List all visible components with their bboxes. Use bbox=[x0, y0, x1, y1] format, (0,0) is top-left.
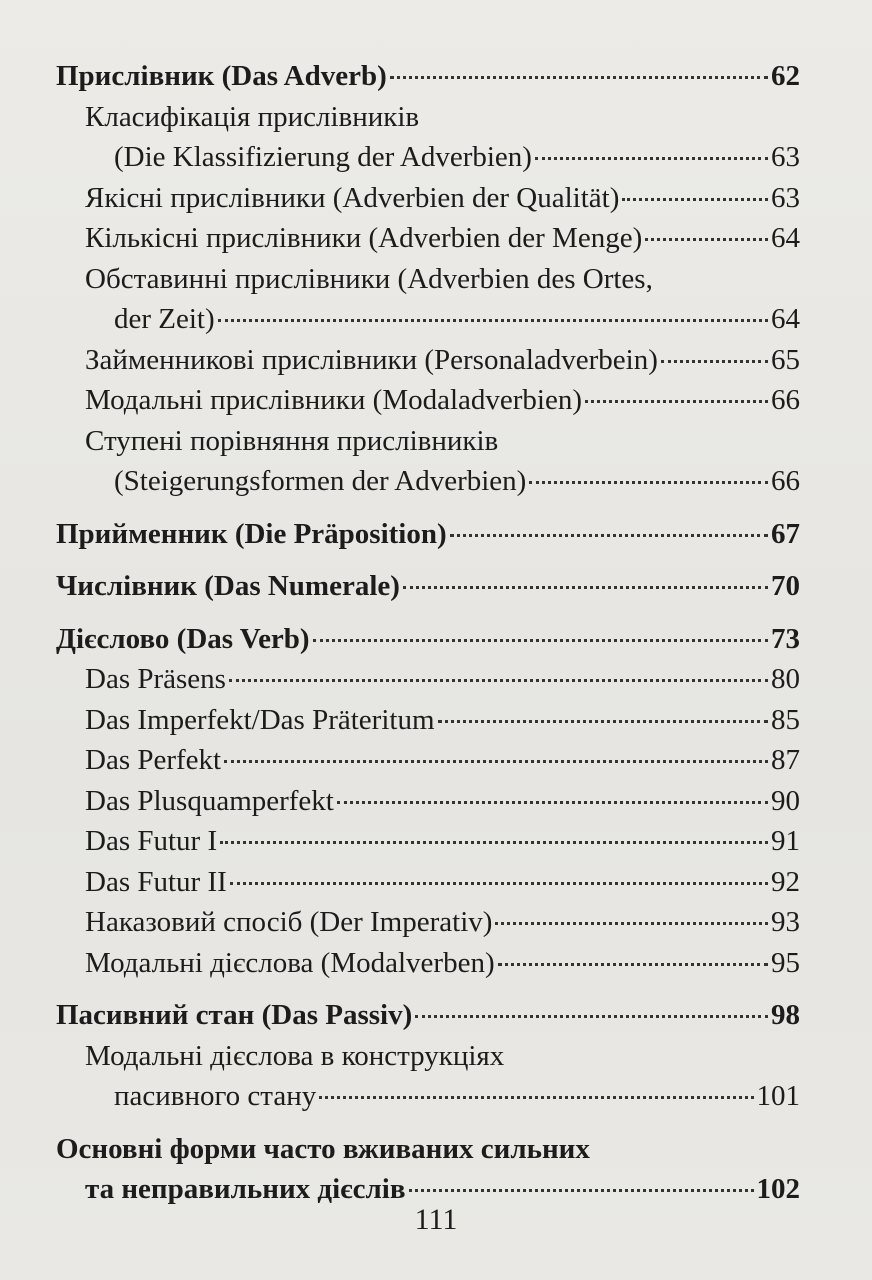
toc-subentry-quality[interactable] bbox=[56, 178, 800, 219]
toc-subentry-futur-2[interactable] bbox=[56, 862, 800, 903]
toc-page-number: 92 bbox=[771, 865, 800, 898]
dot-leader bbox=[220, 841, 768, 844]
toc-entry-title: (Die Klassifizierung der Adverbien) bbox=[114, 141, 532, 173]
toc-subentry-modal-passive-line1: Модальні дієслова в конструкціях bbox=[85, 1039, 505, 1072]
toc-subentry-modal-adverbs[interactable] bbox=[56, 380, 800, 421]
toc-entry-title: Das Futur II bbox=[85, 865, 227, 898]
toc-subentry-comparison-line1: Ступені порівняння прислівників bbox=[85, 424, 499, 457]
table-of-contents bbox=[56, 56, 800, 1210]
toc-page-number: 102 bbox=[756, 1173, 800, 1205]
toc-entry-title: пасивного стану bbox=[114, 1080, 317, 1112]
toc-page-number: 91 bbox=[771, 825, 800, 857]
toc-page-number: 101 bbox=[756, 1080, 800, 1112]
toc-entry-title: Модальні дієслова (Modalverben) bbox=[85, 946, 495, 979]
toc-entry-strong-verbs-line1: Основні форми часто вживаних сильних bbox=[56, 1132, 590, 1165]
toc-page-number: 64 bbox=[771, 303, 800, 335]
toc-entry-title: Das Perfekt bbox=[85, 744, 222, 776]
dot-leader bbox=[622, 198, 768, 201]
page-number-footer: 111 bbox=[414, 1203, 458, 1236]
dot-leader bbox=[450, 534, 768, 537]
toc-entry-title: der Zeit) bbox=[114, 303, 215, 335]
toc-subentry-imperfekt[interactable] bbox=[56, 700, 800, 741]
toc-page-number: 70 bbox=[771, 570, 800, 602]
toc-entry-title: Дієслово (Das Verb) bbox=[56, 622, 310, 655]
toc-page-number: 87 bbox=[771, 744, 800, 776]
dot-leader bbox=[224, 760, 768, 763]
toc-entry-title: Наказовий спосіб (Der Imperativ) bbox=[85, 906, 493, 938]
toc-entry-title: Кількісні прислівники (Adverbien der Menge) bbox=[85, 222, 643, 254]
toc-entry-preposition[interactable] bbox=[56, 514, 800, 555]
dot-leader bbox=[415, 1015, 768, 1018]
dot-leader bbox=[319, 1096, 753, 1099]
toc-subentry-modal-passive[interactable] bbox=[56, 1076, 800, 1117]
toc-entry-title: Модальні прислівники (Modaladverbien) bbox=[85, 384, 583, 416]
toc-page-number: 90 bbox=[771, 784, 800, 817]
toc-entry-title: (Steigerungsformen der Adverbien) bbox=[114, 465, 527, 497]
toc-subentry-classification-line1: Класифікація прислівників bbox=[85, 100, 420, 133]
toc-page-number: 64 bbox=[771, 222, 800, 254]
dot-leader bbox=[495, 922, 768, 925]
dot-leader bbox=[403, 586, 768, 589]
toc-page-number: 98 bbox=[771, 999, 800, 1031]
toc-entry-title: Пасивний стан (Das Passiv) bbox=[56, 999, 413, 1031]
toc-entry-verb[interactable] bbox=[56, 619, 800, 660]
dot-leader bbox=[585, 400, 768, 403]
dot-leader bbox=[229, 679, 768, 682]
toc-page-number: 66 bbox=[771, 384, 800, 416]
toc-page-number: 95 bbox=[771, 946, 800, 979]
toc-subentry-quantity[interactable] bbox=[56, 218, 800, 259]
dot-leader bbox=[390, 76, 768, 79]
toc-entry-title: Прийменник (Die Präposition) bbox=[56, 517, 447, 550]
toc-page-number: 63 bbox=[771, 181, 800, 214]
toc-subentry-circumstance-line1: Обставинні прислівники (Adverbien des Ortes, bbox=[85, 262, 653, 295]
toc-subentry-pronominal[interactable] bbox=[56, 340, 800, 381]
toc-subentry-praesens[interactable] bbox=[56, 659, 800, 700]
dot-leader bbox=[438, 720, 768, 723]
toc-entry-title: Das Präsens bbox=[85, 663, 226, 695]
toc-entry-title: Числівник (Das Numerale) bbox=[56, 570, 400, 602]
toc-entry-title: Das Plusquamperfekt bbox=[85, 784, 334, 817]
section-gap bbox=[56, 554, 800, 566]
toc-entry-adverb[interactable] bbox=[56, 56, 800, 97]
dot-leader bbox=[313, 639, 768, 642]
toc-entry-title: та неправильних дієслів bbox=[85, 1173, 406, 1205]
toc-page-number: 66 bbox=[771, 465, 800, 497]
dot-leader bbox=[529, 481, 768, 484]
section-gap bbox=[56, 502, 800, 514]
dot-leader bbox=[218, 319, 768, 322]
toc-page-number: 85 bbox=[771, 703, 800, 736]
section-gap bbox=[56, 607, 800, 619]
section-gap bbox=[56, 1117, 800, 1129]
dot-leader bbox=[645, 238, 768, 241]
toc-entry-title: Прислівник (Das Adverb) bbox=[56, 60, 387, 92]
toc-page-number: 65 bbox=[771, 343, 800, 376]
toc-subentry-futur-1[interactable] bbox=[56, 821, 800, 862]
toc-subentry-perfekt[interactable] bbox=[56, 740, 800, 781]
toc-page-number: 63 bbox=[771, 141, 800, 173]
dot-leader bbox=[661, 360, 768, 363]
toc-page-number: 67 bbox=[771, 517, 800, 550]
toc-subentry-plusquamperfekt[interactable] bbox=[56, 781, 800, 822]
toc-entry-title: Якісні прислівники (Adverbien der Qualität) bbox=[85, 181, 620, 214]
toc-subentry-classification[interactable] bbox=[56, 137, 800, 178]
toc-entry-passive[interactable] bbox=[56, 995, 800, 1036]
toc-subentry-circumstance[interactable] bbox=[56, 299, 800, 340]
toc-page-number: 62 bbox=[771, 60, 800, 92]
dot-leader bbox=[409, 1189, 754, 1192]
dot-leader bbox=[230, 882, 768, 885]
section-gap bbox=[56, 983, 800, 995]
dot-leader bbox=[498, 963, 768, 966]
toc-subentry-modal-verbs[interactable] bbox=[56, 943, 800, 984]
toc-entry-title: Das Imperfekt/Das Präteritum bbox=[85, 703, 435, 736]
dot-leader bbox=[535, 157, 768, 160]
toc-entry-title: Займенникові прислівники (Personaladverbein) bbox=[85, 343, 658, 376]
toc-page-number: 73 bbox=[771, 622, 800, 655]
dot-leader bbox=[337, 801, 768, 804]
toc-page-number: 80 bbox=[771, 663, 800, 695]
toc-subentry-imperative[interactable] bbox=[56, 902, 800, 943]
toc-page-number: 93 bbox=[771, 906, 800, 938]
toc-entry-numeral[interactable] bbox=[56, 566, 800, 607]
toc-entry-title: Das Futur I bbox=[85, 825, 218, 857]
toc-subentry-comparison[interactable] bbox=[56, 461, 800, 502]
